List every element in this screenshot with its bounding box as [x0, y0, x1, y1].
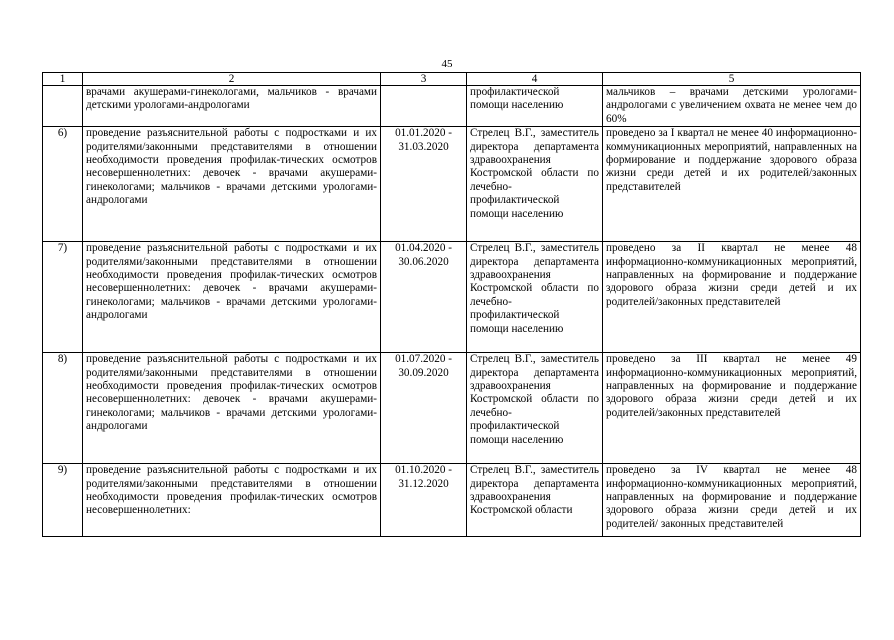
- action-cell: врачами акушерами-гинекологами, мальчиков - врачами детскими урологами-андрологами: [83, 86, 381, 127]
- date-end: 30.06.2020: [398, 255, 449, 268]
- result-cell: проведено за II квартал не менее 48 информационно-коммуникационных мероприятий, направленных на формирование и поддержание здорового образа жизни среди детей и их родителей/законных представителей: [603, 242, 861, 353]
- table-row: [43, 242, 861, 353]
- page-number: 45: [441, 58, 453, 70]
- date-start: 01.10.2020 -: [395, 464, 452, 477]
- row-number-cell: 9): [43, 464, 83, 537]
- responsible-cell: Стрелец В.Г., заместитель директора департамента здравоохранения Костромской области по лечебно-профилактической помощи населению: [467, 353, 603, 464]
- result-cell: проведено за I квартал не менее 40 информационно-коммуникационных мероприятий, направленных на формирование и поддержание здорового образа жизни среди детей и их родителей/законных представителей: [603, 127, 861, 242]
- row-number-cell: [43, 86, 83, 127]
- result-cell: мальчиков – врачами детскими урологами-андрологами с увеличением охвата не менее чем до 60%: [603, 86, 861, 127]
- action-cell: проведение разъяснительной работы с подростками и их родителями/законными представителями в отношении необходимости проведения профилак-тических осмотров несовершеннолетних:: [83, 464, 381, 537]
- date-start: 01.07.2020 -: [395, 353, 452, 366]
- header-cell: 5: [603, 73, 861, 86]
- date-cell: [381, 464, 467, 537]
- date-end: 30.09.2020: [398, 366, 449, 379]
- date-end: 31.12.2020: [398, 477, 449, 490]
- row-number-cell: 7): [43, 242, 83, 353]
- row-number-cell: 8): [43, 353, 83, 464]
- date-end: 31.03.2020: [398, 140, 449, 153]
- date-cell: [381, 86, 467, 127]
- header-cell: 4: [467, 73, 603, 86]
- responsible-cell: Стрелец В.Г., заместитель директора департамента здравоохранения Костромской области по лечебно-профилактической помощи населению: [467, 242, 603, 353]
- table-row: [43, 464, 861, 537]
- result-cell: проведено за III квартал не менее 49 информационно-коммуникационных мероприятий, направленных на формирование и поддержание здорового образа жизни среди детей и их родителей/законных представителей: [603, 353, 861, 464]
- responsible-cell: профилактической помощи населению: [467, 86, 603, 127]
- table-row: [43, 353, 861, 464]
- date-cell: [381, 353, 467, 464]
- responsible-cell: Стрелец В.Г., заместитель директора департамента здравоохранения Костромской области: [467, 464, 603, 537]
- plan-table: [42, 72, 861, 537]
- action-cell: проведение разъяснительной работы с подростками и их родителями/законными представителями в отношении необходимости проведения профилак-тических осмотров несовершеннолетних: девочек - врачами акушерами-гинекологами; мальчиков - врачами детскими урологами-андрологами: [83, 353, 381, 464]
- table-row: [43, 127, 861, 242]
- action-cell: проведение разъяснительной работы с подростками и их родителями/законными представителями в отношении необходимости проведения профилак-тических осмотров несовершеннолетних: девочек - врачами акушерами-гинекологами; мальчиков - врачами детскими урологами-андрологами: [83, 127, 381, 242]
- header-cell: 3: [381, 73, 467, 86]
- header-cell: 2: [83, 73, 381, 86]
- result-cell: проведено за IV квартал не менее 48 информационно-коммуникационных мероприятий, направленных на формирование и поддержание здорового образа жизни среди детей и их родителей/ законных представителей: [603, 464, 861, 537]
- row-number-cell: 6): [43, 127, 83, 242]
- date-cell: [381, 242, 467, 353]
- header-cell: 1: [43, 73, 83, 86]
- table-header-row: [43, 73, 861, 86]
- responsible-cell: Стрелец В.Г., заместитель директора департамента здравоохранения Костромской области по лечебно-профилактической помощи населению: [467, 127, 603, 242]
- date-start: 01.04.2020 -: [395, 242, 452, 255]
- date-cell: [381, 127, 467, 242]
- continuation-row: [43, 86, 861, 127]
- date-start: 01.01.2020 -: [395, 127, 452, 140]
- action-cell: проведение разъяснительной работы с подростками и их родителями/законными представителями в отношении необходимости проведения профилак-тических осмотров несовершеннолетних: девочек - врачами акушерами-гинекологами; мальчиков - врачами детскими урологами-андрологами: [83, 242, 381, 353]
